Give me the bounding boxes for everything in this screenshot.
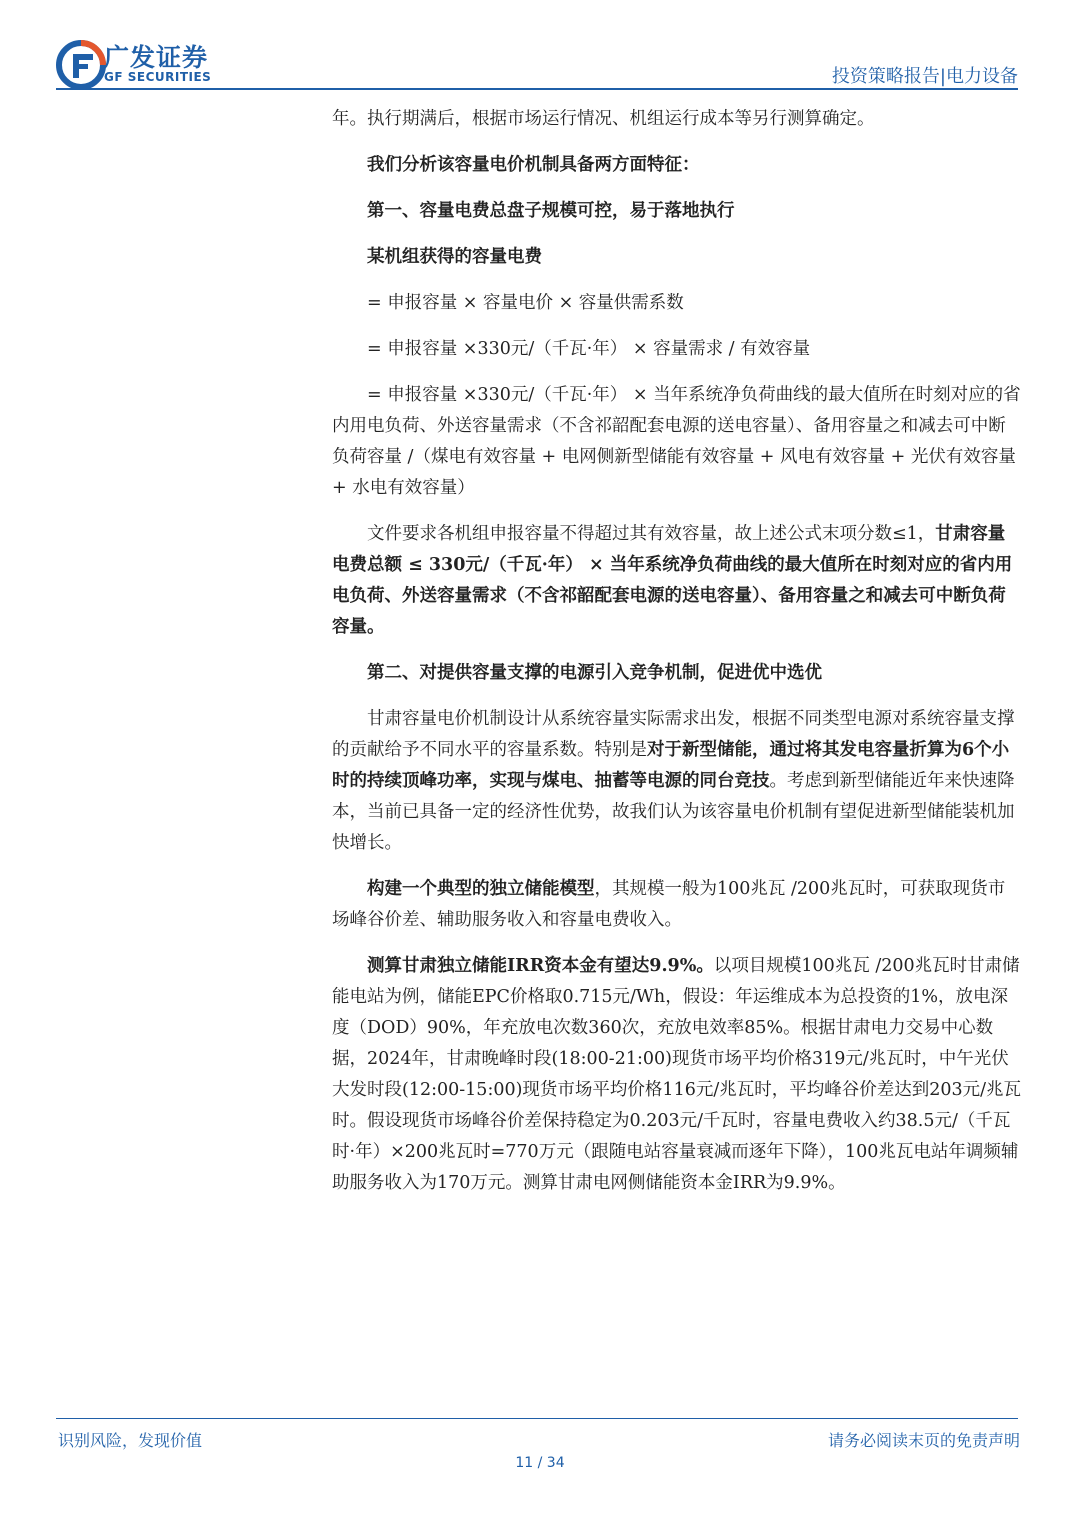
formula-heading: 某机组获得的容量电费	[367, 247, 542, 267]
report-body	[332, 104, 1022, 1199]
section-heading-1: 第一、容量电费总盘子规模可控，易于落地执行	[367, 201, 735, 221]
storage-model-paragraph: 构建一个典型的独立储能模型，其规模一般为100兆瓦 /200兆瓦时，可获取现货市场峰谷价差、辅助服务收入和容量电费收入。	[332, 879, 1006, 930]
brand-name-en: GF SECURITIES	[104, 70, 212, 84]
page-header	[0, 0, 1080, 100]
irr-paragraph: 测算甘肃独立储能IRR资本金有望达9.9%。以项目规模100兆瓦 /200兆瓦时甘肃储能电站为例，储能EPC价格取0.715元/Wh，假设：年运维成本为总投资的1%，放电深度（DOD）90%，年充放电次数360次，充放电效率85%。根据甘肃电力交易中心数据，2024年，甘肃晚峰时段(18:00-21:00)现货市场平均价格319元/兆瓦时，中午光伏大发时段(12:00-15:00)现货市场平均价格116元/兆瓦时，平均峰谷价差达到203元/兆瓦时。假设现货市场峰谷价差保持稳定为0.203元/千瓦时，容量电费收入约38.5元/（千瓦时·年）×200兆瓦时=770万元（跟随电站容量衰减而逐年下降），100兆瓦电站年调频辅助服务收入为170万元。测算甘肃电网侧储能资本金IRR为9.9%。	[332, 956, 1022, 1193]
header-divider	[56, 88, 1018, 90]
formula-line-2: = 申报容量 ×330元/（千瓦·年） × 容量需求 / 有效容量	[367, 339, 811, 359]
page-number: 11 / 34	[515, 1455, 565, 1471]
report-category: 投资策略报告|电力设备	[831, 66, 1018, 87]
footer-slogan: 识别风险，发现价值	[58, 1431, 203, 1450]
analysis-intro: 我们分析该容量电价机制具备两方面特征：	[367, 155, 700, 175]
competition-paragraph: 甘肃容量电价机制设计从系统容量实际需求出发，根据不同类型电源对系统容量支撑的贡献给予不同水平的容量系数。特别是对于新型储能，通过将其发电容量折算为6个小时的持续顶峰功率，实现与煤电、抽蓄等电源的同台竞技。考虑到新型储能近年来快速降本，当前已具备一定的经济性优势，故我们认为该容量电价机制有望促进新型储能装机加快增长。	[332, 709, 1015, 853]
paragraph-continuation: 年。执行期满后，根据市场运行情况、机组运行成本等另行测算确定。	[332, 109, 875, 129]
formula-line-3: = 申报容量 ×330元/（千瓦·年） × 当年系统净负荷曲线的最大值所在时刻对应的省内用电负荷、外送容量需求（不含祁韶配套电源的送电容量）、备用容量之和减去可中断负荷容量 /（煤电有效容量 + 电网侧新型储能有效容量 + 风电有效容量 + 光伏有效容量 + 水电有效容量）	[332, 385, 1021, 498]
footer-divider	[56, 1418, 1018, 1419]
formula-line-1: = 申报容量 × 容量电价 × 容量供需系数	[367, 293, 684, 313]
brand-name: 广发证券	[104, 43, 209, 72]
footer-disclaimer: 请务必阅读末页的免责声明	[827, 1431, 1020, 1450]
section-heading-2: 第二、对提供容量支撑的电源引入竞争机制，促进优中选优	[367, 663, 822, 683]
gf-logo-icon	[56, 40, 106, 90]
fee-cap-paragraph: 文件要求各机组申报容量不得超过其有效容量，故上述公式末项分数≤1，甘肃容量电费总额 ≤ 330元/（千瓦·年） × 当年系统净负荷曲线的最大值所在时刻对应的省内用电负荷、外送容量需求（不含祁韶配套电源的送电容量）、备用容量之和减去可中断负荷容量。	[332, 524, 1013, 637]
